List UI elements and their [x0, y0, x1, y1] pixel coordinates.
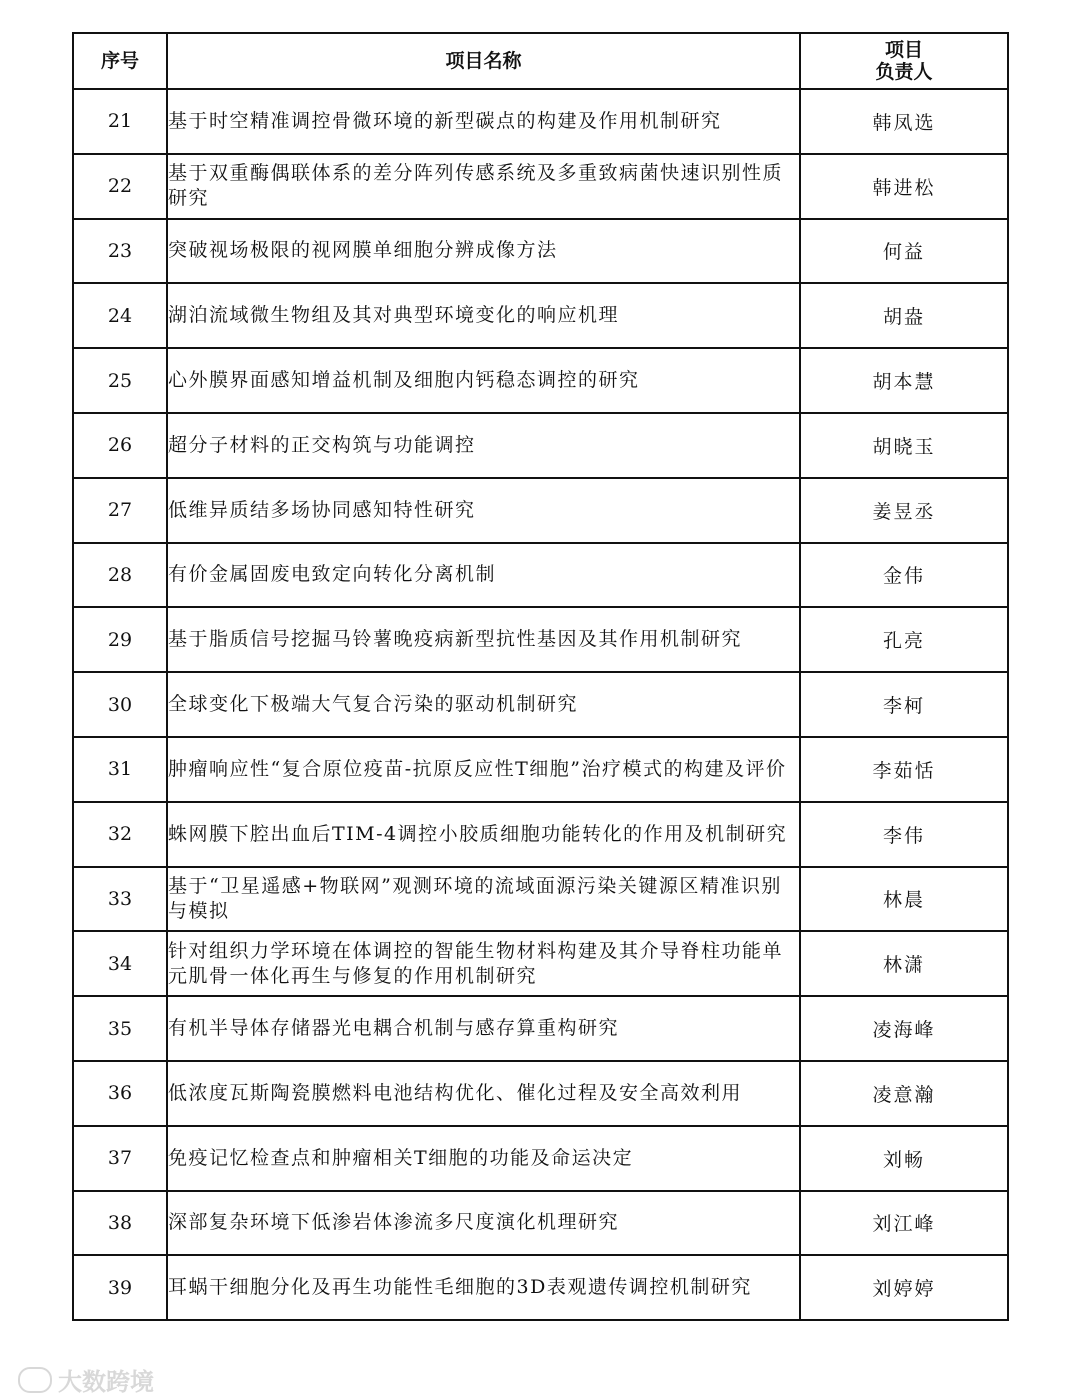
row-index: 35	[73, 996, 167, 1061]
header-person	[800, 33, 1008, 89]
table-row	[73, 348, 1008, 413]
row-project-name: 基于双重酶偶联体系的差分阵列传感系统及多重致病菌快速识别性质研究	[167, 154, 800, 219]
table-body	[73, 89, 1008, 1320]
table-row	[73, 89, 1008, 154]
watermark-text: 大数跨境	[58, 1368, 154, 1396]
row-person: 刘婷婷	[800, 1255, 1008, 1320]
table-row	[73, 1255, 1008, 1320]
table-row	[73, 283, 1008, 348]
row-index: 32	[73, 802, 167, 867]
row-person: 韩进松	[800, 154, 1008, 219]
row-person: 胡盎	[800, 283, 1008, 348]
row-index: 29	[73, 607, 167, 672]
row-index: 39	[73, 1255, 167, 1320]
row-index: 38	[73, 1191, 167, 1256]
table-row	[73, 672, 1008, 737]
row-project-name: 基于“卫星遥感+物联网”观测环境的流域面源污染关键源区精准识别与模拟	[167, 867, 800, 932]
row-project-name: 基于时空精准调控骨微环境的新型碳点的构建及作用机制研究	[167, 89, 800, 154]
row-project-name: 超分子材料的正交构筑与功能调控	[167, 413, 800, 478]
header-project-name: 项目名称	[167, 33, 800, 89]
row-index: 25	[73, 348, 167, 413]
row-index: 27	[73, 478, 167, 543]
row-person: 林晨	[800, 867, 1008, 932]
table-row	[73, 543, 1008, 608]
row-project-name: 突破视场极限的视网膜单细胞分辨成像方法	[167, 219, 800, 284]
row-project-name: 湖泊流域微生物组及其对典型环境变化的响应机理	[167, 283, 800, 348]
row-project-name: 深部复杂环境下低渗岩体渗流多尺度演化机理研究	[167, 1191, 800, 1256]
row-person: 李柯	[800, 672, 1008, 737]
row-person: 刘江峰	[800, 1191, 1008, 1256]
table-row	[73, 996, 1008, 1061]
row-project-name: 心外膜界面感知增益机制及细胞内钙稳态调控的研究	[167, 348, 800, 413]
row-project-name: 有价金属固废电致定向转化分离机制	[167, 543, 800, 608]
table-row	[73, 802, 1008, 867]
row-person: 何益	[800, 219, 1008, 284]
row-person: 金伟	[800, 543, 1008, 608]
row-project-name: 基于脂质信号挖掘马铃薯晚疫病新型抗性基因及其作用机制研究	[167, 607, 800, 672]
row-index: 36	[73, 1061, 167, 1126]
header-person-line1: 项目	[884, 39, 923, 61]
row-project-name: 有机半导体存储器光电耦合机制与感存算重构研究	[167, 996, 800, 1061]
row-index: 34	[73, 931, 167, 996]
row-person: 李茹恬	[800, 737, 1008, 802]
row-project-name: 针对组织力学环境在体调控的智能生物材料构建及其介导脊柱功能单元肌骨一体化再生与修复的作用机制研究	[167, 931, 800, 996]
table-row	[73, 607, 1008, 672]
row-person: 凌海峰	[800, 996, 1008, 1061]
table-row	[73, 931, 1008, 996]
row-person: 孔亮	[800, 607, 1008, 672]
table-row	[73, 1061, 1008, 1126]
row-project-name: 全球变化下极端大气复合污染的驱动机制研究	[167, 672, 800, 737]
row-person: 胡本慧	[800, 348, 1008, 413]
project-table	[72, 32, 1009, 1321]
row-person: 林潇	[800, 931, 1008, 996]
row-person: 姜昱丞	[800, 478, 1008, 543]
row-index: 21	[73, 89, 167, 154]
row-index: 24	[73, 283, 167, 348]
row-project-name: 耳蜗干细胞分化及再生功能性毛细胞的3D表观遗传调控机制研究	[167, 1255, 800, 1320]
table-header-row	[73, 33, 1008, 89]
table-row	[73, 413, 1008, 478]
table-row	[73, 154, 1008, 219]
row-index: 33	[73, 867, 167, 932]
row-index: 31	[73, 737, 167, 802]
row-project-name: 肿瘤响应性“复合原位疫苗-抗原反应性T细胞”治疗模式的构建及评价	[167, 737, 800, 802]
watermark	[18, 1362, 154, 1397]
table-row	[73, 867, 1008, 932]
table-row	[73, 737, 1008, 802]
header-index: 序号	[73, 33, 167, 89]
table-row	[73, 1191, 1008, 1256]
row-index: 30	[73, 672, 167, 737]
header-person-line2: 负责人	[875, 61, 933, 83]
row-index: 28	[73, 543, 167, 608]
row-person: 凌意瀚	[800, 1061, 1008, 1126]
row-project-name: 低维异质结多场协同感知特性研究	[167, 478, 800, 543]
row-project-name: 低浓度瓦斯陶瓷膜燃料电池结构优化、催化过程及安全高效利用	[167, 1061, 800, 1126]
row-person: 李伟	[800, 802, 1008, 867]
row-index: 37	[73, 1126, 167, 1191]
row-person: 刘畅	[800, 1126, 1008, 1191]
table-row	[73, 219, 1008, 284]
row-index: 23	[73, 219, 167, 284]
row-project-name: 蛛网膜下腔出血后TIM-4调控小胶质细胞功能转化的作用及机制研究	[167, 802, 800, 867]
watermark-logo-icon	[18, 1367, 52, 1393]
row-person: 胡晓玉	[800, 413, 1008, 478]
row-index: 22	[73, 154, 167, 219]
row-person: 韩凤选	[800, 89, 1008, 154]
table-row	[73, 478, 1008, 543]
table-row	[73, 1126, 1008, 1191]
row-index: 26	[73, 413, 167, 478]
row-project-name: 免疫记忆检查点和肿瘤相关T细胞的功能及命运决定	[167, 1126, 800, 1191]
